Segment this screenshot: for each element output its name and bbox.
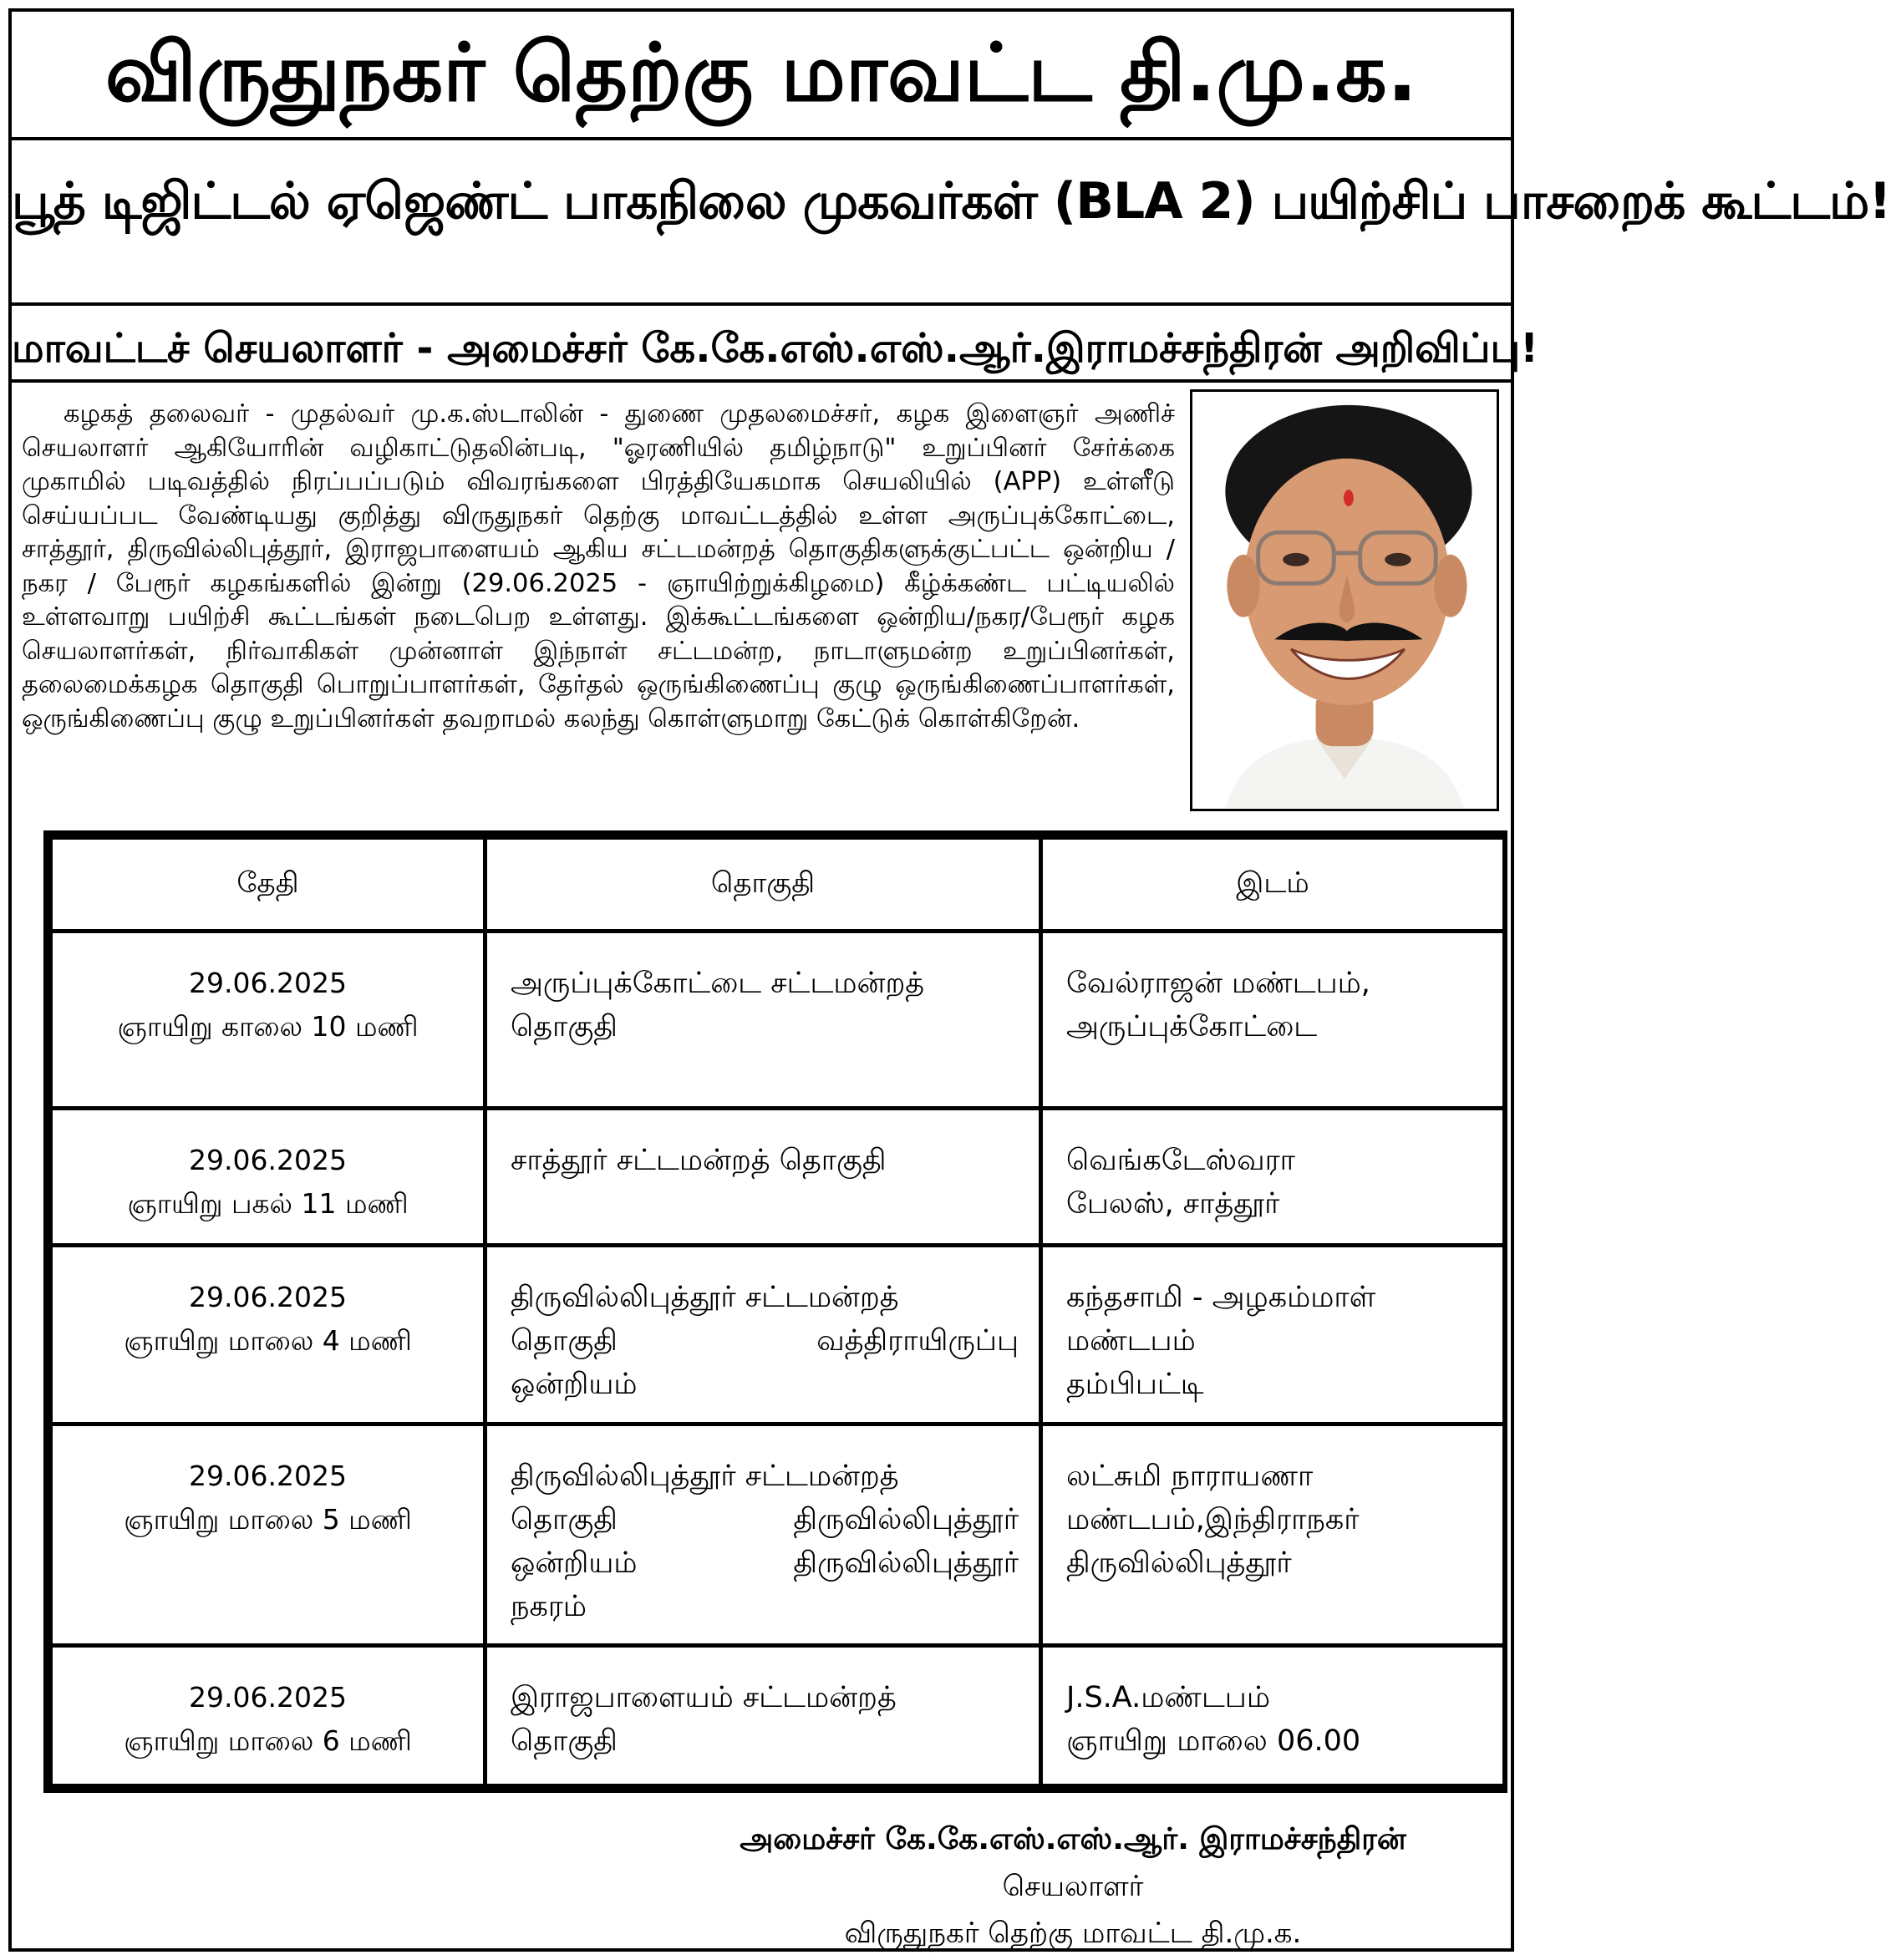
- time-text: ஞாயிறு மாலை 5 மணி: [124, 1503, 412, 1536]
- intro-line: ஒருங்கிணைப்பு குழு உறுப்பினர்கள் தவறாமல் கலந்து கொள்ளுமாறு கேட்டுக் கொள்கிறேன்.: [22, 703, 1080, 734]
- constituency-line: தொகுதி: [511, 1724, 618, 1758]
- table-row: [51, 1424, 1505, 1646]
- venue-line: பேலஸ், சாத்தூர்: [1066, 1187, 1280, 1221]
- constituency-line: ஒன்றியம்: [511, 1368, 638, 1401]
- constituency-line: அருப்புக்கோட்டை சட்டமன்றத்: [511, 967, 925, 1000]
- divider: [12, 302, 1511, 306]
- venue-cell: [1041, 1109, 1505, 1246]
- signatory-role: செயலாளர்: [1002, 1870, 1144, 1903]
- constituency-line: தொகுதி வத்திராயிருப்பு: [511, 1324, 1019, 1358]
- venue-line: மண்டபம்,இந்திராநகர்: [1066, 1503, 1360, 1536]
- intro-line: முகாமில் படிவத்தில் நிரப்பப்படும் விவரங்களை பிரத்தியேகமாக செயலியில் (APP) உள்ளீடு: [22, 467, 1175, 496]
- table-row: [51, 1109, 1505, 1246]
- page-title: விருதுநகர் தெற்கு மாவட்ட தி.மு.க.: [104, 26, 1418, 119]
- table-header-row: [51, 838, 1505, 932]
- venue-line: தம்பிபட்டி: [1066, 1368, 1204, 1401]
- date-text: 29.06.2025: [189, 1144, 347, 1176]
- venue-line: வேல்ராஜன் மண்டபம்,: [1066, 967, 1370, 1000]
- constituency-line: திருவில்லிபுத்தூர் சட்டமன்றத்: [511, 1460, 899, 1493]
- page-subtitle: பூத் டிஜிட்டல் ஏஜெண்ட் பாகநிலை முகவர்கள் (BLA 2) பயிற்சிப் பாசறைக் கூட்டம்!: [12, 172, 1891, 231]
- constituency-cell: [485, 1109, 1041, 1246]
- date-text: 29.06.2025: [189, 1681, 347, 1714]
- venue-cell: [1041, 1246, 1505, 1424]
- intro-line: தலைமைக்கழக தொகுதி பொறுப்பாளர்கள், தேர்தல் ஒருங்கிணைப்பு குழு ஒருங்கிணைப்பாளர்கள்,: [22, 670, 1175, 699]
- intro-line: செய்யப்பட வேண்டியது குறித்து விருதுநகர் தெற்கு மாவட்டத்தில் உள்ள அருப்புக்கோட்டை,: [22, 500, 1175, 531]
- signatory-org: விருதுநகர் தெற்கு மாவட்ட தி.மு.க.: [844, 1917, 1302, 1950]
- constituency-line: தொகுதி திருவில்லிபுத்தூர்: [511, 1503, 1019, 1536]
- constituency-line: இராஜபாளையம் சட்டமன்றத்: [511, 1681, 897, 1714]
- schedule-table: [43, 830, 1507, 1793]
- column-header-date: தேதி: [51, 838, 485, 932]
- signatory-name: அமைச்சர் கே.கே.எஸ்.எஸ்.ஆர். இராமச்சந்திரன்: [740, 1822, 1406, 1856]
- venue-line: மண்டபம்: [1066, 1324, 1196, 1358]
- notice-frame: [8, 8, 1891, 1952]
- table-row: [51, 932, 1505, 1109]
- time-text: ஞாயிறு மாலை 6 மணி: [124, 1724, 412, 1757]
- divider: [12, 379, 1511, 383]
- table-row: [51, 1246, 1505, 1424]
- intro-line: செயலாளர்கள், நிர்வாகிகள் முன்னாள் இந்நாள் சட்டமன்ற, நாடாளுமன்ற உறுப்பினர்கள்,: [22, 636, 1175, 666]
- date-text: 29.06.2025: [189, 1281, 347, 1313]
- venue-line: திருவில்லிபுத்தூர்: [1066, 1546, 1292, 1580]
- date-cell: [51, 1424, 485, 1646]
- date-text: 29.06.2025: [189, 1460, 347, 1492]
- date-text: 29.06.2025: [189, 967, 347, 999]
- constituency-line: ஒன்றியம் திருவில்லிபுத்தூர்: [511, 1546, 1019, 1580]
- time-text: ஞாயிறு மாலை 4 மணி: [124, 1324, 412, 1357]
- intro-line: செயலாளர் ஆகியோரின் வழிகாட்டுதலின்படி, "ஓரணியில் தமிழ்நாடு" உறுப்பினர் சேர்க்கை: [22, 433, 1175, 463]
- intro-paragraph: [22, 398, 1175, 736]
- constituency-line: திருவில்லிபுத்தூர் சட்டமன்றத்: [511, 1281, 899, 1314]
- constituency-line: சாத்தூர் சட்டமன்றத் தொகுதி: [511, 1144, 887, 1177]
- constituency-cell: [485, 1246, 1041, 1424]
- date-cell: [51, 1646, 485, 1786]
- signature-block: [530, 1816, 1616, 1957]
- constituency-line: தொகுதி: [511, 1010, 618, 1043]
- venue-line: கந்தசாமி - அழகம்மாள்: [1066, 1281, 1376, 1314]
- venue-line: வெங்கடேஸ்வரா: [1066, 1144, 1295, 1177]
- intro-line: சாத்தூர், திருவில்லிபுத்தூர், இராஜபாளையம் ஆகிய சட்டமன்றத் தொகுதிகளுக்குட்பட்ட ஒன்றிய /: [22, 535, 1175, 564]
- intro-line: கழகத் தலைவர் - முதல்வர் மு.க.ஸ்டாலின் - துணை முதலமைச்சர், கழக இளைஞர் அணிச்: [64, 399, 1175, 429]
- announcement-line: மாவட்டச் செயலாளர் - அமைச்சர் கே.கே.எஸ்.எஸ்.ஆர்.இராமச்சந்திரன் அறிவிப்பு!: [12, 325, 1539, 372]
- column-header-venue: இடம்: [1041, 838, 1505, 932]
- venue-line: ஞாயிறு மாலை 06.00: [1066, 1724, 1361, 1758]
- date-cell: [51, 932, 485, 1109]
- venue-line: அருப்புக்கோட்டை: [1066, 1010, 1318, 1043]
- constituency-cell: [485, 932, 1041, 1109]
- time-text: ஞாயிறு பகல் 11 மணி: [127, 1187, 409, 1220]
- venue-line: J.S.A.மண்டபம்: [1066, 1681, 1271, 1714]
- venue-line: லட்சுமி நாராயணா: [1066, 1460, 1314, 1493]
- venue-cell: [1041, 1424, 1505, 1646]
- venue-cell: [1041, 932, 1505, 1109]
- date-cell: [51, 1246, 485, 1424]
- table-row: [51, 1646, 1505, 1786]
- constituency-cell: [485, 1646, 1041, 1786]
- minister-portrait: [1190, 389, 1499, 811]
- venue-cell: [1041, 1646, 1505, 1786]
- time-text: ஞாயிறு காலை 10 மணி: [117, 1010, 419, 1043]
- constituency-cell: [485, 1424, 1041, 1646]
- intro-line: நகர / பேரூர் கழகங்களில் இன்று (29.06.2025 - ஞாயிற்றுக்கிழமை) கீழ்க்கண்ட பட்டியலில்: [22, 568, 1175, 598]
- intro-line: உள்ளவாறு பயிற்சி கூட்டங்கள் நடைபெற உள்ளது. இக்கூட்டங்களை ஒன்றிய/நகர/பேரூர் கழக: [22, 602, 1175, 632]
- date-cell: [51, 1109, 485, 1246]
- column-header-constituency: தொகுதி: [485, 838, 1041, 932]
- constituency-line: நகரம்: [511, 1590, 587, 1623]
